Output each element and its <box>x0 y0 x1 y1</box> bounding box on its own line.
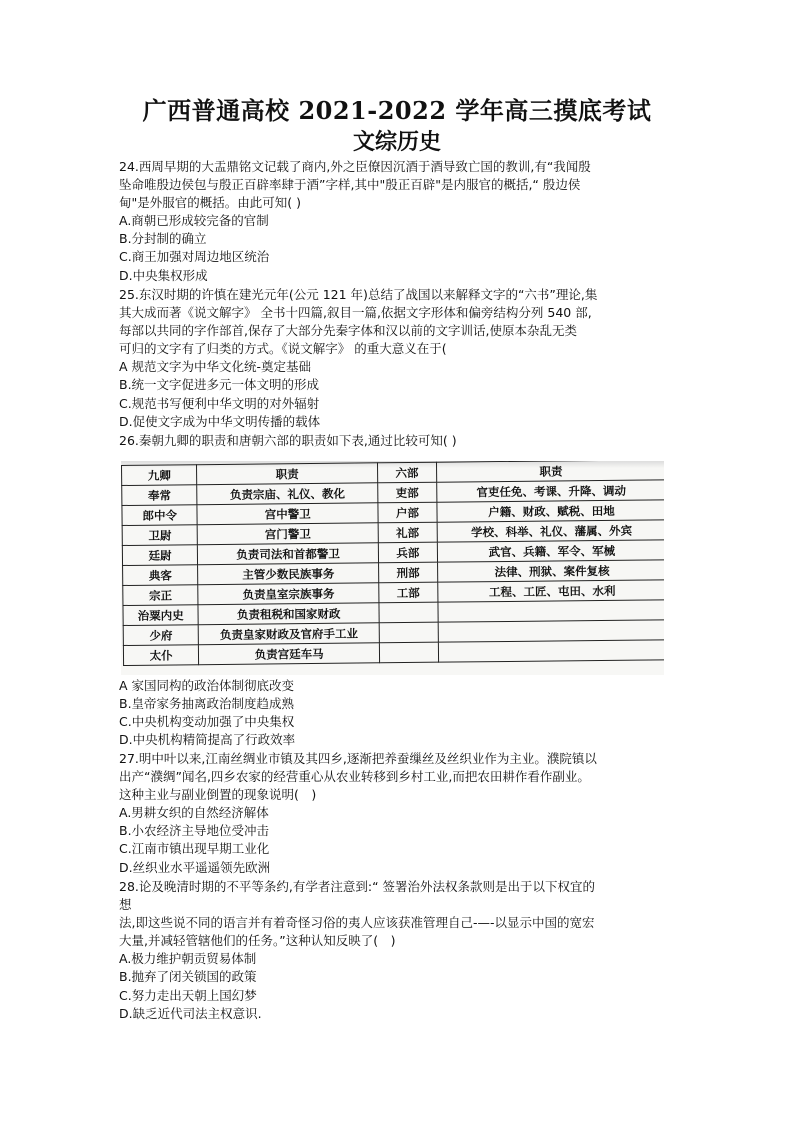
table-cell: 户部 <box>378 502 437 523</box>
question-27 <box>119 750 705 877</box>
table-cell: 吏部 <box>378 482 437 503</box>
table-cell: 户籍、财政、赋税、田地 <box>437 500 664 522</box>
question-27-option-b: B.小农经济主导地位受冲击 <box>119 823 270 839</box>
duty-comparison-table <box>121 461 664 666</box>
table-cell: 宫中警卫 <box>197 503 378 525</box>
table-cell <box>438 620 664 642</box>
question-26-options <box>119 677 705 749</box>
table-cell <box>438 600 664 622</box>
table-header-cell: 六部 <box>377 462 436 483</box>
question-28-stem-line: 28.论及晚清时期的不平等条约,有学者注意到:“ 签署治外法权条款则是出于以下权宜的 <box>119 879 596 894</box>
table-cell: 负责租税和国家财政 <box>198 603 379 625</box>
table-cell: 典客 <box>123 565 199 586</box>
question-26-option-d: D.中央机构精简提高了行政效率 <box>119 732 296 748</box>
table-cell: 少府 <box>123 625 199 646</box>
question-28-stem-line: 想 <box>119 897 132 913</box>
question-25-option-a: A 规范文字为中华文化统-奠定基础 <box>119 359 312 375</box>
table-cell: 刑部 <box>379 562 438 583</box>
question-28-option-c: C.努力走出天朝上国幻梦 <box>119 987 257 1003</box>
table-cell: 工程、工匠、屯田、水利 <box>438 580 664 602</box>
question-24-stem-line: 坠命唯殷边侯包与殷正百辟率肆于酒”字样,其中"殷正百辟"是内服官的概括,“ 殷边侯 <box>119 177 581 193</box>
table-cell: 兵部 <box>378 542 437 563</box>
question-24-option-d: D.中央集权形成 <box>119 267 208 283</box>
question-24-option-c: C.商王加强对周边地区统治 <box>119 249 270 265</box>
question-25-option-b: B.统一文字促进多元一体文明的形成 <box>119 377 320 393</box>
table-cell: 奉常 <box>122 485 198 506</box>
scanned-table-image <box>121 461 664 675</box>
table-cell: 工部 <box>379 582 438 603</box>
table-cell: 主管少数民族事务 <box>198 563 379 585</box>
page-title: 广西普通高校 2021-2022 学年高三摸底考试 <box>142 96 652 125</box>
table-cell: 负责皇家财政及官府手工业 <box>199 623 380 645</box>
question-28 <box>119 878 705 1023</box>
question-28-option-b: B.抛弃了闭关锁国的政策 <box>119 969 257 985</box>
table-cell: 负责宫廷车马 <box>199 643 380 665</box>
table-cell: 治粟内史 <box>123 605 199 626</box>
question-26-option-a: A 家国同构的政治体制彻底改变 <box>119 678 295 693</box>
table-cell: 宗正 <box>123 585 199 606</box>
question-24-stem-line: 甸"是外服官的概括。由此可知( ) <box>119 195 301 211</box>
table-cell: 太仆 <box>123 645 199 666</box>
question-25-stem-line: 其大成而著《说文解字》 全书十四篇,叙目一篇,依据文字形体和偏旁结构分列 540 部, <box>119 305 592 321</box>
question-25-stem-line: 25.东汉时期的许慎在建光元年(公元 121 年)总结了战国以来解释文字的“六书”理论,集 <box>119 287 598 302</box>
question-28-option-a: A.极力维护朝贡贸易体制 <box>119 951 257 967</box>
table-cell: 负责宗庙、礼仪、教化 <box>197 483 378 505</box>
question-28-stem-line: 大量,并减轻管辖他们的任务。”这种认知反映了( ) <box>119 933 396 949</box>
question-25-stem-line: 可归的文字有了归类的方式。《说文解字》 的重大意义在于( <box>119 341 447 357</box>
table-cell <box>438 640 664 662</box>
question-24 <box>119 158 705 285</box>
table-cell: 负责皇室宗族事务 <box>198 583 379 605</box>
question-26-option-b: B.皇帝家务抽离政治制度趋成熟 <box>119 696 295 712</box>
subject-title: 文综历史 <box>352 129 441 155</box>
question-25-stem-line: 每部以共同的字作部首,保存了大部分先秦字体和汉以前的文字训话,使原本杂乱无类 <box>119 323 577 339</box>
table-cell: 法律、刑狱、案件复核 <box>437 560 664 582</box>
question-25-option-c: C.规范书写便利中华文明的对外辐射 <box>119 395 320 411</box>
question-25 <box>119 286 705 431</box>
table-cell: 武官、兵籍、军令、军械 <box>437 540 664 562</box>
table-cell: 宫门警卫 <box>197 523 378 545</box>
table-header-cell: 职责 <box>436 461 664 482</box>
question-27-option-c: C.江南市镇出现早期工业化 <box>119 841 270 857</box>
table-cell: 官吏任免、考课、升降、调动 <box>437 480 664 502</box>
question-25-option-d: D.促使文字成为中华文明传播的载体 <box>119 413 321 429</box>
question-28-option-d: D.缺乏近代司法主权意识. <box>119 1005 262 1021</box>
table-cell <box>379 622 438 643</box>
question-24-option-a: A.商朝已形成较完备的官制 <box>119 213 269 229</box>
table-cell <box>379 642 438 663</box>
table-cell <box>379 602 438 623</box>
question-28-stem-line: 法,即这些说不同的语言并有着奇怪习俗的夷人应该获准管理自己-—-以显示中国的宽宏 <box>119 915 595 931</box>
question-27-stem-line: 27.明中叶以来,江南丝绸业市镇及其四乡,逐渐把养蚕缫丝及丝织业作为主业。濮院镇以 <box>119 751 597 766</box>
question-26 <box>119 432 705 450</box>
question-24-option-b: B.分封制的确立 <box>119 231 207 247</box>
table-cell: 郎中令 <box>122 505 198 526</box>
question-27-stem-line: 出产“濮绸”闻名,四乡农家的经营重心从农业转移到乡村工业,而把农田耕作看作副业。 <box>119 769 590 785</box>
table-cell: 廷尉 <box>122 545 198 566</box>
question-27-option-a: A.男耕女织的自然经济解体 <box>119 805 269 821</box>
question-26-stem: 26.秦朝九卿的职责和唐朝六部的职责如下表,通过比较可知( ) <box>119 433 457 448</box>
question-27-stem-line: 这种主业与副业倒置的现象说明( ) <box>119 787 317 803</box>
question-27-option-d: D.丝织业水平遥遥领先欧洲 <box>119 859 271 875</box>
question-24-stem-line: 24.西周早期的大盂鼎铭文记载了商内,外之臣僚因沉酒于酒导致亡国的教训,有“我闻殷 <box>119 159 591 174</box>
table-cell: 学校、科举、礼仪、藩属、外宾 <box>437 520 664 542</box>
table-header-cell: 九卿 <box>122 465 198 486</box>
table-row <box>123 640 664 666</box>
table-cell: 负责司法和首都警卫 <box>198 543 379 565</box>
table-cell: 卫尉 <box>122 525 198 546</box>
table-header-cell: 职责 <box>197 463 378 485</box>
question-26-option-c: C.中央机构变动加强了中央集权 <box>119 714 295 730</box>
table-cell: 礼部 <box>378 522 437 543</box>
